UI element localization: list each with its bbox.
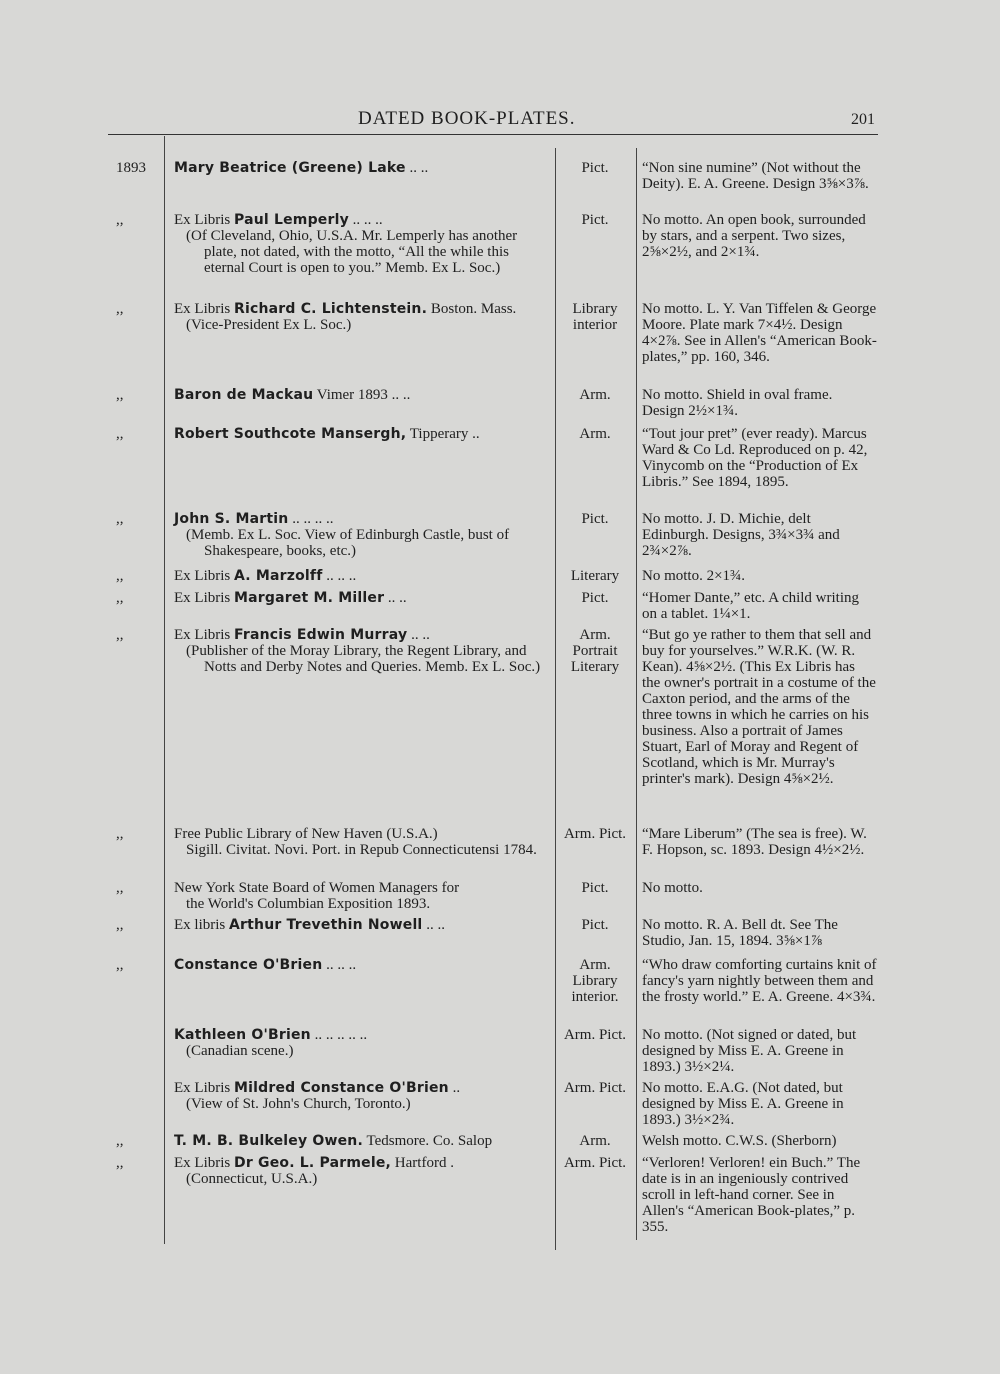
notes-cell: “But go ye rather to them that sell and buy for yourselves.” W.R.K. (W. R. Kean). 4⅝×2½. (This Ex Libris has the owner's portrait in a costume of the Caxton period, and the arms of the three towns in which he carries on his business. Also a portrait of James Stuart, Earl of Moray and Regent of Scotland, which is Mr. Murray's printer's mark). Design 4⅝×2½. [642,627,876,787]
style-cell: Library interior [572,301,618,333]
owner-line [174,426,546,442]
owner-prefix: Ex Libris [174,1155,234,1171]
owner-name: Richard C. Lichtenstein. [234,301,428,317]
page-number: 201 [851,111,875,128]
owner-suffix: .. .. [407,627,430,643]
owner-name: Francis Edwin Murray [234,627,408,643]
owner-name: A. Marzolff [234,568,323,584]
owner-description: the World's Columbian Exposition 1893. [186,896,431,912]
owner-description: (Canadian scene.) [186,1043,294,1059]
notes-cell: No motto. [642,880,703,896]
owner-line [174,880,546,896]
year-cell: ,, [116,590,124,606]
owner-cell [174,880,546,912]
owner-name: Robert Southcote Mansergh, [174,426,407,442]
owner-suffix: Vimer 1893 .. .. [313,387,411,403]
owner-line [174,212,546,228]
owner-cell [174,568,546,584]
owner-name: T. M. B. Bulkeley Owen. [174,1133,363,1149]
owner-name: Kathleen O'Brien [174,1027,311,1043]
owner-suffix: .. .. [422,917,445,933]
year-cell: ,, [116,511,124,527]
owner-line [174,301,546,317]
owner-prefix: Ex Libris [174,212,234,228]
year-cell: ,, [116,627,124,643]
notes-cell: No motto. Shield in oval frame. Design 2½×1¾. [642,387,833,419]
owner-suffix: .. [448,1080,461,1096]
owner-line [174,387,546,403]
owner-cell [174,627,546,675]
style-cell: Pict. [581,590,609,606]
owner-suffix: Tedsmore. Co. Salop [362,1133,493,1149]
notes-cell: No motto. 2×1¾. [642,568,746,584]
owner-line [174,590,546,606]
owner-description: (Vice-President Ex L. Soc.) [186,317,352,333]
style-cell: Pict. [581,880,609,896]
style-cell: Arm. Pict. [563,826,627,842]
style-cell: Literary [570,568,620,584]
owner-suffix: .. .. .. [322,957,357,973]
owner-line [174,511,546,527]
owner-name: Mildred Constance O'Brien [234,1080,449,1096]
style-cell: Arm. Pict. [563,1027,627,1043]
owner-cell [174,957,546,973]
owner-suffix: .. .. [405,160,429,176]
owner-name: Dr Geo. L. Parmele, [234,1155,392,1171]
style-cell: Arm. [579,387,611,403]
owner-prefix: Ex Libris [174,568,234,584]
style-cell: Pict. [581,917,609,933]
owner-cell [174,212,546,276]
owner-description: (Publisher of the Moray Library, the Regent Library, and Notts and Derby Notes and Queries. Memb. Ex L. Soc.) [186,643,541,675]
notes-cell: No motto. An open book, surrounded by stars, and a serpent. Two sizes, 2⅝×2½, and 2×1¾. [642,212,866,260]
style-cell: Arm. [579,426,611,442]
owner-cell [174,917,546,933]
style-cell: Arm. Portrait Literary [570,627,620,675]
header-rule [108,134,878,135]
owner-line [174,627,546,643]
owner-cell [174,387,546,403]
running-title: DATED BOOK-PLATES. [358,108,576,129]
style-cell: Arm. Pict. [563,1155,627,1171]
owner-name: Constance O'Brien [174,957,323,973]
owner-cell [174,511,546,559]
owner-description: (Connecticut, U.S.A.) [186,1171,318,1187]
notes-cell: “Tout jour pret” (ever ready). Marcus Ward & Co Ld. Reproduced on p. 42, Vinycomb on the “Production of Ex Libris.” See 1894, 1895. [642,426,868,490]
owner-suffix: Hartford . [391,1155,454,1171]
notes-cell: No motto. J. D. Michie, delt Edinburgh. Designs, 3¾×3¾ and 2¾×2⅞. [642,511,840,559]
owner-line [174,1027,546,1043]
owner-cell [174,1080,546,1112]
notes-cell: “Who draw comforting curtains knit of fancy's yarn nightly between them and the frosty world.” E. A. Greene. 4×3¾. [642,957,877,1005]
owner-suffix: Tipperary .. [406,426,480,442]
owner-description: (Memb. Ex L. Soc. View of Edinburgh Castle, bust of Shakespeare, books, etc.) [186,527,510,559]
owner-suffix: .. .. .. [348,212,383,228]
owner-line [174,957,546,973]
owner-name: Paul Lemperly [234,212,349,228]
column-rule-3 [636,148,637,1240]
owner-prefix: Free Public Library of New Haven (U.S.A.) [174,826,438,842]
owner-line [174,1080,546,1096]
owner-description: (Of Cleveland, Ohio, U.S.A. Mr. Lemperly has another plate, not dated, with the motto, “All the while this eternal Court is open to you.” Memb. Ex L. Soc.) [186,228,518,276]
style-cell: Arm. Pict. [563,1080,627,1096]
owner-suffix: .. .. .. .. .. [310,1027,368,1043]
owner-cell [174,590,546,606]
year-cell: ,, [116,387,124,403]
year-cell: ,, [116,917,124,933]
year-cell: 1893 [116,160,146,176]
owner-prefix: Ex libris [174,917,229,933]
owner-cell [174,426,546,442]
owner-description: Sigill. Civitat. Novi. Port. in Repub Connecticutensi 1784. [186,842,537,858]
owner-suffix: .. .. .. .. [288,511,334,527]
year-cell: ,, [116,568,124,584]
notes-cell: “Homer Dante,” etc. A child writing on a tablet. 1¼×1. [642,590,860,622]
year-cell: ,, [116,426,124,442]
owner-prefix: Ex Libris [174,590,234,606]
column-rule-1 [164,136,165,1244]
notes-cell: No motto. L. Y. Van Tiffelen & George Moore. Plate mark 7×4½. Design 4×2⅞. See in Allen's “American Book-plates,” pp. 160, 346. [642,301,877,365]
notes-cell: “Non sine numine” (Not without the Deity). E. A. Greene. Design 3⅝×3⅞. [642,160,869,192]
owner-prefix: Ex Libris [174,627,234,643]
owner-prefix: Ex Libris [174,301,234,317]
owner-name: Margaret M. Miller [234,590,385,606]
notes-cell: No motto. (Not signed or dated, but designed by Miss E. A. Greene in 1893.) 3½×2¼. [642,1027,857,1075]
owner-cell [174,1155,546,1187]
owner-line [174,160,546,176]
owner-name: Arthur Trevethin Nowell [229,917,423,933]
owner-name: Baron de Mackau [174,387,314,403]
style-cell: Pict. [581,511,609,527]
owner-line [174,568,546,584]
owner-name: Mary Beatrice (Greene) Lake [174,160,406,176]
owner-line [174,917,546,933]
owner-prefix: Ex Libris [174,1080,234,1096]
owner-name: John S. Martin [174,511,289,527]
owner-suffix: Boston. Mass. [427,301,517,317]
year-cell: ,, [116,212,124,228]
year-cell: ,, [116,1155,124,1171]
notes-cell: No motto. R. A. Bell dt. See The Studio, Jan. 15, 1894. 3⅝×1⅞ [642,917,838,949]
year-cell: ,, [116,1133,124,1149]
year-cell: ,, [116,826,124,842]
owner-cell [174,160,546,176]
notes-cell: “Mare Liberum” (The sea is free). W. F. Hopson, sc. 1893. Design 4½×2½. [642,826,867,858]
owner-description: (View of St. John's Church, Toronto.) [186,1096,411,1112]
notes-cell: Welsh motto. C.W.S. (Sherborn) [642,1133,837,1149]
owner-line [174,1133,546,1149]
style-cell: Pict. [581,160,609,176]
column-rule-2 [555,148,556,1250]
owner-cell [174,1133,546,1149]
notes-cell: No motto. E.A.G. (Not dated, but designed by Miss E. A. Greene in 1893.) 3½×2¾. [642,1080,844,1128]
year-cell: ,, [116,880,124,896]
owner-cell [174,301,546,333]
owner-cell [174,826,546,858]
style-cell: Arm. Library interior. [571,957,619,1005]
owner-line [174,826,546,842]
year-cell: ,, [116,301,124,317]
owner-suffix: .. .. .. [322,568,357,584]
owner-cell [174,1027,546,1059]
style-cell: Pict. [581,212,609,228]
notes-cell: “Verloren! Verloren! ein Buch.” The date is in an ingeniously contrived scroll in left-hand corner. See in Allen's “American Book-plates,” p. 355. [642,1155,861,1235]
owner-prefix: New York State Board of Women Managers for [174,880,460,896]
year-cell: ,, [116,957,124,973]
style-cell: Arm. [579,1133,611,1149]
owner-line [174,1155,546,1171]
owner-suffix: .. .. [384,590,407,606]
